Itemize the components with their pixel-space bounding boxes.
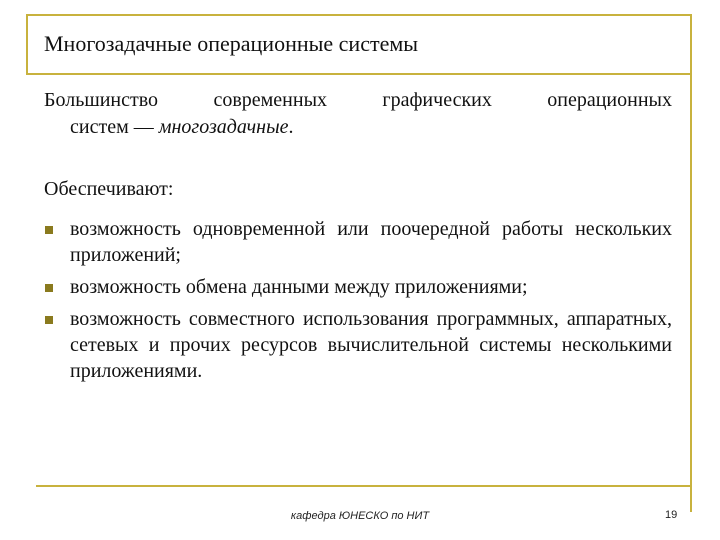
intro-suffix: . (288, 116, 294, 138)
intro-line-2 (44, 114, 672, 141)
square-bullet-icon (45, 284, 53, 292)
intro-word: графических (382, 89, 492, 111)
list-item-text: возможность совместного использования программных, аппаратных, сетевых и прочих ресурсов вычислительной системы несколькими приложениями. (70, 308, 672, 382)
slide-title: Многозадачные операционные системы (44, 31, 419, 56)
list-item-text: возможность обмена данными между приложениями; (70, 276, 528, 298)
square-bullet-icon (45, 316, 53, 324)
intro-word: современных (213, 89, 328, 111)
title-underline (26, 73, 692, 75)
intro-paragraph (44, 87, 672, 141)
footer-line (36, 485, 692, 487)
list-item-text: возможность одновременной или поочередной работы нескольких приложений; (70, 218, 672, 266)
list-item (44, 306, 672, 384)
square-bullet-icon (45, 226, 53, 234)
bullet-list (44, 216, 672, 390)
page-number: 19 (665, 509, 678, 521)
intro-line-1 (44, 87, 672, 114)
provides-label: Обеспечивают: (44, 178, 174, 200)
intro-word: операционных (547, 89, 672, 111)
intro-word: Большинство (44, 89, 159, 111)
list-item (44, 274, 672, 300)
footer-caption: кафедра ЮНЕСКО по НИТ (290, 510, 430, 522)
list-item (44, 216, 672, 268)
frame-right-line (690, 14, 692, 512)
frame-top-line (26, 14, 692, 16)
frame-left-line (26, 14, 28, 74)
intro-emphasis: многозадачные (158, 116, 289, 138)
intro-prefix: систем — (70, 116, 159, 138)
